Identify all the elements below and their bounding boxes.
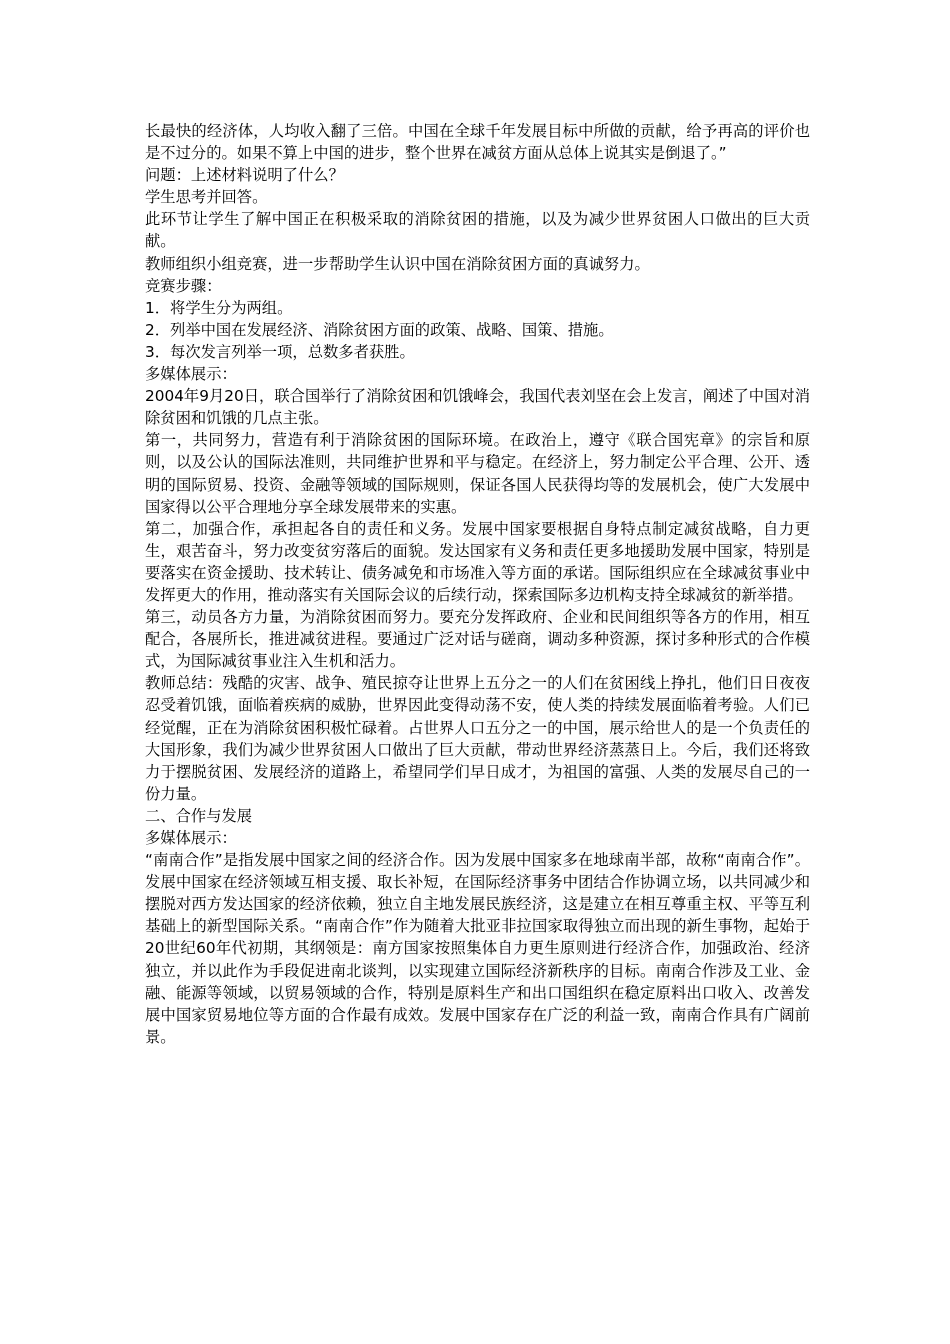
paragraph-quote-ending: 长最快的经济体，人均收入翻了三倍。中国在全球千年发展目标中所做的贡献，给予再高的评价也是不过分的。如果不算上中国的进步，整个世界在减贫方面从总体上说其实是倒退了。”	[145, 122, 810, 163]
document-body	[145, 120, 810, 1048]
paragraph-summit: 2004年9月20日，联合国举行了消除贫困和饥饿峰会，我国代表刘坚在会上发言，阐述了中国对消除贫困和饥饿的几点主张。	[145, 387, 810, 428]
paragraph-student-answer: 学生思考并回答。	[145, 188, 268, 207]
paragraph-step-3: 3．每次发言列举一项，总数多者获胜。	[145, 342, 415, 361]
paragraph-step-1: 1．将学生分为两组。	[145, 298, 293, 317]
paragraph-multimedia-heading-2: 多媒体展示：	[145, 829, 237, 847]
paragraph-third-point: 第三，动员各方力量，为消除贫困而努力。要充分发挥政府、企业和民间组织等各方的作用，相互配合，各展所长，推进减贫进程。要通过广泛对话与磋商，调动多种资源，探讨多种形式的合作模式，为国际减贫事业注入生机和活力。	[145, 608, 810, 671]
paragraph-step-2: 2．列举中国在发展经济、消除贫困方面的政策、战略、国策、措施。	[145, 320, 614, 339]
paragraph-question: 问题：上述材料说明了什么？	[145, 166, 344, 185]
section-heading-cooperation: 二、合作与发展	[145, 806, 253, 825]
paragraph-south-south: “南南合作”是指发展中国家之间的经济合作。因为发展中国家多在地球南半部，故称“南南合作”。发展中国家在经济领域互相支援、取长补短，在国际经济事务中团结合作协调立场，以共同减少和摆脱对西方发达国家的经济依赖，独立自主地发展民族经济，这是建立在相互尊重主权、平等互利基础上的新型国际关系。“南南合作”作为随着大批亚非拉国家取得独立而出现的新生事物，起始于20世纪60年代初期，其纲领是：南方国家按照集体自力更生原则进行经济合作，加强政治、经济独立，并以此作为手段促进南北谈判，以实现建立国际经济新秩序的目标。南南合作涉及工业、金融、能源等领域，以贸易领域的合作，特别是原料生产和出口国组织在稳定原料出口收入、改善发展中国家贸易地位等方面的合作最有成效。发展中国家存在广泛的利益一致，南南合作具有广阔前景。	[145, 851, 810, 1046]
paragraph-purpose: 此环节让学生了解中国正在积极采取的消除贫困的措施，以及为减少世界贫困人口做出的巨大贡献。	[145, 210, 810, 251]
paragraph-second-point: 第二，加强合作，承担起各自的责任和义务。发展中国家要根据自身特点制定减贫战略，自力更生，艰苦奋斗，努力改变贫穷落后的面貌。发达国家有义务和责任更多地援助发展中国家，特别是要落实在资金援助、技术转让、债务减免和市场准入等方面的承诺。国际组织应在全球减贫事业中发挥更大的作用，推动落实有关国际会议的后续行动，探索国际多边机构支持全球减贫的新举措。	[145, 519, 810, 604]
paragraph-multimedia-heading: 多媒体展示：	[145, 365, 237, 384]
paragraph-teacher-summary: 教师总结：残酷的灾害、战争、殖民掠夺让世界上五分之一的人们在贫困线上挣扎，他们日日夜夜忍受着饥饿，面临着疾病的威胁，世界因此变得动荡不安，使人类的持续发展面临着考验。人们已经觉醒，正在为消除贫困积极忙碌着。占世界人口五分之一的中国，展示给世人的是一个负责任的大国形象，我们为减少世界贫困人口做出了巨大贡献，带动世界经济蒸蒸日上。今后，我们还将致力于摆脱贫困、发展经济的道路上，希望同学们早日成才，为祖国的富强、人类的发展尽自己的一份力量。	[145, 674, 810, 803]
paragraph-competition-intro: 教师组织小组竞赛，进一步帮助学生认识中国在消除贫困方面的真诚努力。	[145, 254, 650, 273]
paragraph-competition-steps-heading: 竞赛步骤：	[145, 276, 222, 295]
paragraph-first-point: 第一，共同努力，营造有利于消除贫困的国际环境。在政治上，遵守《联合国宪章》的宗旨和原则，以及公认的国际法准则，共同维护世界和平与稳定。在经济上，努力制定公平合理、公开、透明的国际贸易、投资、金融等领域的国际规则，保证各国人民获得均等的发展机会，使广大发展中国家得以公平合理地分享全球发展带来的实惠。	[145, 431, 810, 516]
